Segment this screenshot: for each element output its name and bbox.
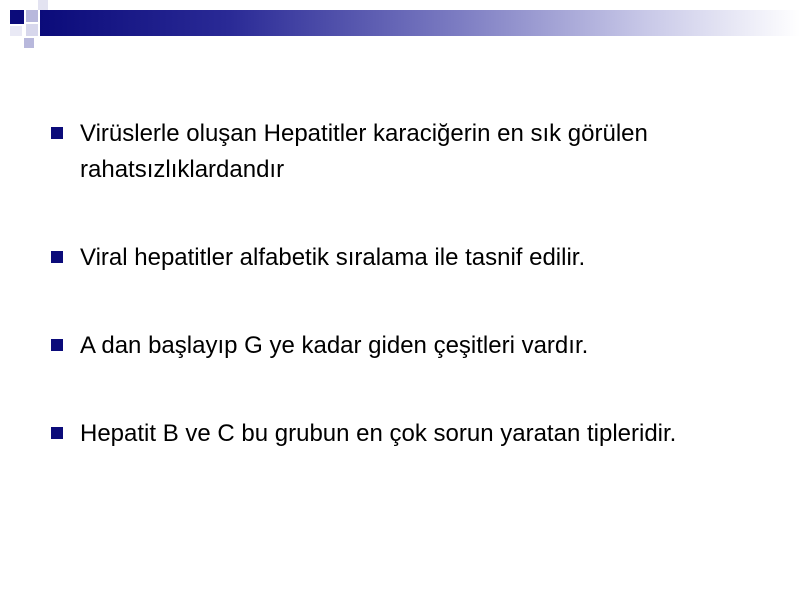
decor-square [10,10,24,24]
bullet-list [48,116,768,452]
bullet-item [48,116,768,188]
decor-square [38,0,48,10]
square-bullet-icon [51,127,63,139]
decor-square [24,38,34,48]
bullet-item [48,328,768,364]
decor-square [10,26,22,36]
bullet-text: Viral hepatitler alfabetik sıralama ile tasnif edilir. [80,244,586,271]
square-bullet-icon [51,251,63,263]
bullet-item [48,416,768,452]
decor-square [26,10,38,22]
square-bullet-icon [51,339,63,351]
bullet-text: Virüslerle oluşan Hepatitler karaciğerin en sık görülen rahatsızlıklardandır [80,120,648,183]
header-gradient-band [40,10,800,36]
bullet-item [48,240,768,276]
square-bullet-icon [51,427,63,439]
bullet-text: Hepatit B ve C bu grubun en çok sorun yaratan tipleridir. [80,420,677,447]
bullet-text: A dan başlayıp G ye kadar giden çeşitleri vardır. [80,332,589,359]
decor-square [26,24,38,36]
